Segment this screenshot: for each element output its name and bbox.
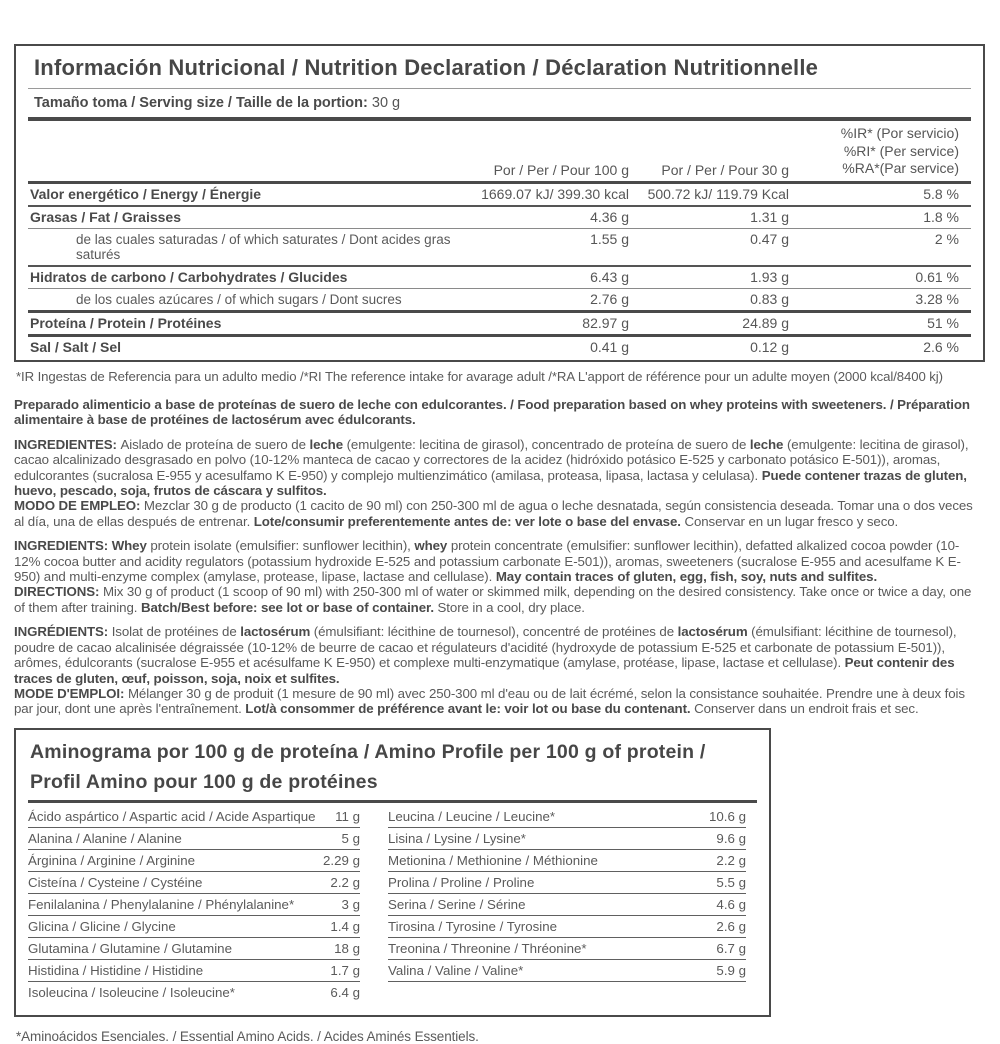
nutrient-value-per-100g: 4.36 g [590,209,629,225]
pct-header-line: %RA*(Par service) [842,160,959,176]
reference-intake-footnote: *IR Ingestas de Referencia para un adulto medio /*RI The reference intake for avarage adult /*RA L'apport de référence pour un adulte moyen (2000 kcal/8400 kj) [16,369,943,384]
nutrition-row [28,334,971,361]
amino-acid-label: Leucina / Leucine / Leucine* [388,809,556,825]
amino-acid-label: Serina / Serine / Sérine [388,897,526,913]
nutrition-row [28,205,971,228]
bold-text-segment: Puede contener trazas de gluten, huevo, pescado, soja, frutos de cáscara y sulfitos. [14,467,967,499]
amino-column-left [28,806,360,1003]
text-segment: Mix 30 g of product (1 scoop of 90 ml) with 250-300 ml of water or skimmed milk, depending on the desired consistency. Take once or twice a day, one of them after training. [14,584,972,615]
paragraph [14,624,985,686]
nutrient-label: Sal / Salt / Sel [30,339,122,355]
nutrition-rows [28,181,971,361]
amino-acid-value: 6.7 g [716,941,746,957]
amino-row [28,806,360,828]
nutrient-value-pct: 5.8 % [923,186,959,202]
nutrient-value-pct: 2.6 % [923,339,959,355]
bold-text-segment: DIRECTIONS: [14,584,103,600]
serving-size-line [28,89,971,117]
bold-text-segment: lactosérum [240,624,311,640]
amino-row [388,960,746,982]
text-segment: protein concentrate (emulsifier: sunflower lecithin), defatted alkalized cocoa powder (10-12% cocoa butter and acidity regulators (potassium hydroxide E-525 and potassium carbonate E-501)), aromas, sweeteners (sucralose E-955 and acesulfame K E-950) and multi-enzyme complex (amylase, protease, lipase, lactase and cellulase). [14,538,961,585]
text-segment: Store in a cool, dry place. [437,599,585,615]
bold-text-segment: Lote/consumir preferentemente antes de: ver lote o base del envase. [253,513,685,529]
amino-acid-value: 2.2 g [330,875,360,891]
nutrition-row [28,288,971,310]
nutrient-label: Grasas / Fat / Graisses [30,209,181,225]
nutrient-label: de los cuales azúcares / of which sugars / Dont sucres [76,292,402,307]
amino-acid-label: Cisteína / Cysteine / Cystéine [28,875,203,891]
amino-acid-label: Prolina / Proline / Proline [388,875,535,891]
amino-acid-label: Lisina / Lysine / Lysine* [388,831,526,847]
amino-acid-label: Histidina / Histidine / Histidine [28,963,204,979]
nutrition-row [28,181,971,205]
nutrient-value-per-100g: 6.43 g [590,269,629,285]
pct-header-stack [789,125,959,178]
text-segment: Conservar en un lugar fresco y seco. [684,513,899,529]
text-segment: Mélanger 30 g de produit (1 mesure de 90 ml) avec 250-300 ml d'eau ou de lait écrémé, selon la consistance souhaitée. Prendre une à deux fois par jour, dont une après l'entraînement. [14,685,965,717]
serving-size-label: Tamaño toma / Serving size / Taille de la portion: [34,95,368,111]
amino-acid-label: Valina / Valine / Valine* [388,963,524,979]
nutrient-value-per-100g: 2.76 g [590,291,629,307]
nutrient-value-per-30g: 0.12 g [750,339,789,355]
nutrient-value-per-30g: 24.89 g [742,315,789,331]
amino-row [28,916,360,938]
amino-columns [28,806,757,1003]
nutrition-row [28,228,971,265]
text-segment: (emulgente: lecitina de girasol), cacao alcalinizado desgrasado en polvo (10-12% manteca de cacao y correctores de la acidez (hidróxido potásico E-525 y carbonato potásico E-501)), aromas, edulcorantes (sucralosa E-955 y acesulfamo K E-950) y complejo multienzimático (amilasa, proteasa, lipasa, lactasa y celulasa). [14,436,969,483]
amino-acid-value: 6.4 g [330,985,360,1001]
text-segment: Isolat de protéines de [111,624,241,640]
amino-row [388,938,746,960]
text-segment: (émulsifiant: lécithine de tournesol), concentré de protéines de [310,624,678,640]
text-segment: protein isolate (emulsifier: sunflower lecithin), [150,538,415,554]
nutrient-value-per-100g: 82.97 g [582,315,629,331]
bold-text-segment: Preparado alimenticio a base de proteínas de suero de leche con edulcorantes. / Food preparation based on whey proteins with sweeteners. / Préparation alimentaire à base de protéines de lactosérum avec édulcorants. [14,397,970,428]
amino-acid-value: 5 g [341,831,360,847]
paragraph [14,397,985,428]
nutrient-value-per-100g: 1669.07 kJ/ 399.30 kcal [481,186,629,202]
column-header-per-30g: Por / Per / Pour 30 g [661,161,789,178]
amino-row [388,894,746,916]
paragraph [14,686,985,717]
amino-profile-box [14,728,771,1017]
text-segment: (emulgente: lecitina de girasol), concentrado de proteína de suero de [343,436,750,452]
pct-header-line: %RI* (Per service) [843,142,959,159]
amino-row [388,916,746,938]
nutrient-label: Valor energético / Energy / Énergie [30,186,262,202]
nutrient-value-pct: 51 % [927,315,959,331]
text-block [14,397,985,428]
amino-acid-value: 1.7 g [330,963,360,979]
nutrient-value-per-30g: 0.83 g [750,291,789,307]
serving-size-amount: 30 g [371,95,401,111]
amino-acid-label: Treonina / Threonine / Thréonine* [388,941,587,957]
bold-text-segment: Batch/Best before: see lot or base of container. [140,599,438,615]
nutrient-value-per-30g: 0.47 g [750,231,789,247]
text-block [14,538,985,615]
nutrition-column-headers [28,121,971,181]
text-block [14,624,985,716]
nutrient-value-pct: 3.28 % [915,291,959,307]
amino-acid-label: Metionina / Methionine / Méthionine [388,853,598,869]
amino-acid-value: 9.6 g [716,831,746,847]
bold-text-segment: INGRÉDIENTS: [14,624,112,640]
amino-acid-label: Ácido aspártico / Aspartic acid / Acide Aspartique [28,809,316,825]
bold-text-segment: leche [309,436,343,452]
nutrient-value-per-100g: 1.55 g [590,231,629,247]
nutrition-title: Información Nutricional / Nutrition Declaration / Déclaration Nutritionnelle [34,55,819,80]
amino-row [388,806,746,828]
bold-text-segment: INGREDIENTS: Whey [14,538,151,554]
bold-text-segment: whey [414,538,451,554]
column-header-per-100g: Por / Per / Pour 100 g [493,161,629,178]
bold-text-segment: Peut contenir des traces de gluten, œuf, poisson, soja, noix et sulfites. [14,655,955,686]
amino-acid-value: 4.6 g [716,897,746,913]
amino-acid-label: Fenilalanina / Phenylalanine / Phénylalanine* [28,897,295,913]
text-segment: (émulsifiant: lécithine de tournesol), poudre de cacao alcalinisée dégraissée (10-12% de beurre de cacao et régulateurs d'acidité (hydroxyde de potassium E-525 et carbonate de potassium E-501)), arômes, édulcorants (sucralose E-955 et acésulfame K E-950) et complexe multi-enzymatique (amylase, protéase, lipase, lactase et cellulase). [14,624,957,671]
amino-acid-value: 1.4 g [330,919,360,935]
amino-column-right [388,806,746,1003]
text-block [14,437,985,529]
bold-text-segment: leche [749,436,784,452]
pct-header-line: %IR* (Por servicio) [840,125,959,141]
amino-row [388,828,746,850]
amino-acid-label: Isoleucina / Isoleucine / Isoleucine* [28,985,235,1001]
nutrient-label: Hidratos de carbono / Carbohydrates / Glucides [30,269,348,285]
nutrition-row [28,265,971,288]
amino-acid-value: 2.29 g [323,853,360,869]
amino-acid-value: 11 g [335,809,360,825]
amino-acid-value: 3 g [341,897,360,913]
nutrient-label: de las cuales saturadas / of which saturates / Dont acides gras saturés [76,232,451,262]
nutrient-value-per-100g: 0.41 g [590,339,629,355]
nutrient-value-per-30g: 1.93 g [750,269,789,285]
amino-acid-value: 5.9 g [716,963,746,979]
essential-amino-footnote: *Aminoácidos Esenciales. / Essential Amino Acids. / Acides Aminés Essentiels. [16,1028,479,1044]
amino-acid-label: Tirosina / Tyrosine / Tyrosine [388,919,557,935]
amino-title-divider [28,800,757,803]
bold-text-segment: Lot/à consommer de préférence avant le: voir lot ou base du contenant. [245,701,695,717]
nutrition-declaration-box [14,44,985,362]
amino-title-line: Aminograma por 100 g de proteína / Amino Profile per 100 g of protein / [30,740,706,763]
nutrient-value-per-30g: 500.72 kJ/ 119.79 Kcal [647,186,789,202]
nutrient-value-pct: 1.8 % [923,209,959,225]
nutrient-value-pct: 2 % [934,231,959,247]
amino-acid-label: Alanina / Alanine / Alanine [28,831,182,847]
paragraph [14,498,985,529]
nutrition-row [28,310,971,334]
amino-acid-label: Glicina / Glicine / Glycine [28,919,176,935]
amino-row [28,938,360,960]
amino-row [388,872,746,894]
amino-row [28,982,360,1003]
amino-row [28,894,360,916]
paragraph [14,584,985,615]
amino-acid-value: 2.2 g [716,853,746,869]
amino-row [28,850,360,872]
bold-text-segment: MODO DE EMPLEO: [14,498,144,514]
amino-acid-value: 10.6 g [709,809,746,825]
nutrient-value-pct: 0.61 % [915,269,959,285]
text-segment: Aislado de proteína de suero de [120,436,310,452]
bold-text-segment: lactosérum [677,624,748,640]
amino-row [28,828,360,850]
amino-acid-value: 2.6 g [716,919,746,935]
amino-title-line: Profil Amino pour 100 g de protéines [30,770,378,793]
paragraph [14,437,985,499]
amino-row [28,872,360,894]
text-segment: Conserver dans un endroit frais et sec. [694,701,919,717]
amino-profile-title [28,735,757,800]
ingredients-text-area [14,397,985,717]
amino-row [388,850,746,872]
bold-text-segment: May contain traces of gluten, egg, fish, soy, nuts and sulfites. [495,569,878,585]
nutrient-label: Proteína / Protein / Protéines [30,315,222,331]
bold-text-segment: INGREDIENTES: [14,436,121,452]
text-segment: Mezclar 30 g de producto (1 cacito de 90 ml) con 250-300 ml de agua o leche desnatada, según consistencia deseada. Tomar una o dos veces al día, una de ellas después de entrenar. [14,498,973,529]
paragraph [14,538,985,584]
amino-acid-label: Glutamina / Glutamine / Glutamine [28,941,232,957]
amino-acid-value: 18 g [334,941,360,957]
amino-acid-value: 5.5 g [716,875,746,891]
amino-acid-label: Árginina / Arginine / Arginine [28,853,196,869]
bold-text-segment: MODE D'EMPLOI: [14,685,128,701]
amino-row [28,960,360,982]
nutrient-value-per-30g: 1.31 g [750,209,789,225]
